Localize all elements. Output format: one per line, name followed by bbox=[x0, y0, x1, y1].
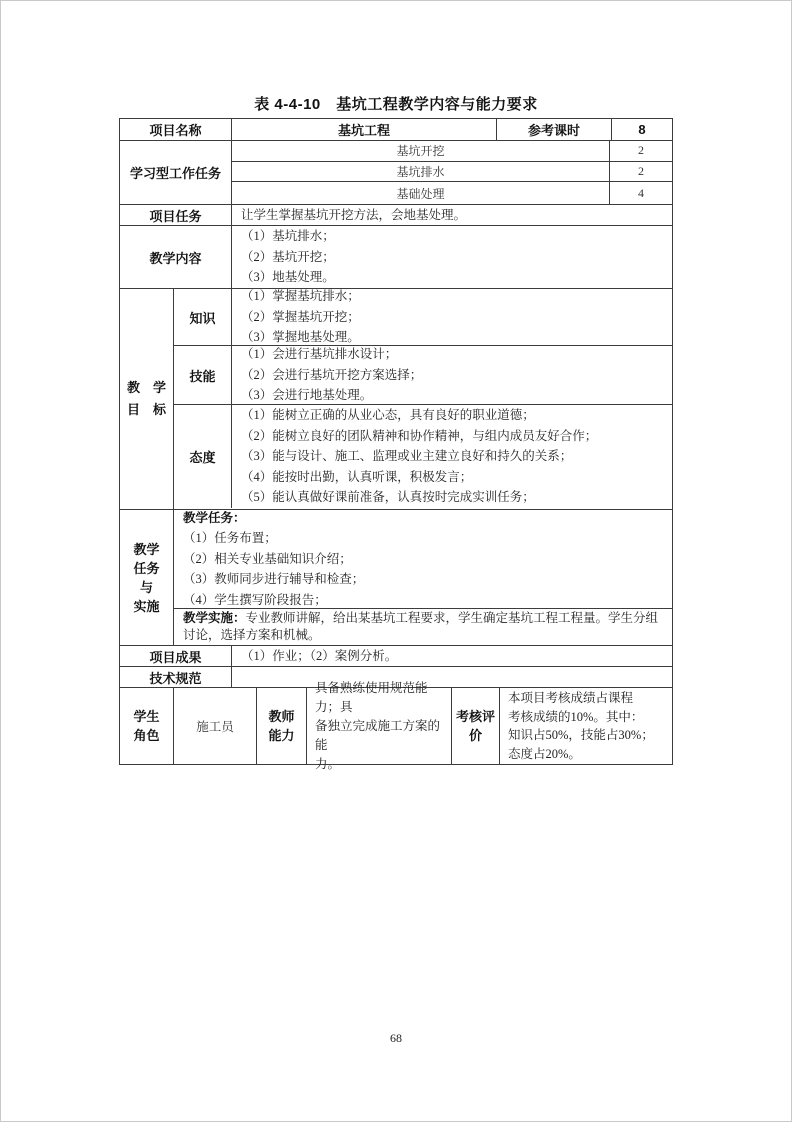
knowledge-line: （1）掌握基坑排水； bbox=[241, 289, 360, 304]
teacher-ability-label: 教师 能力 bbox=[257, 688, 307, 764]
teaching-content-label: 教学内容 bbox=[120, 226, 232, 288]
objectives-label: 教 学 目 标 bbox=[120, 289, 174, 509]
attitude-line: （1）能树立正确的从业心态，具有良好的职业道德； bbox=[241, 408, 535, 423]
teaching-plan-table bbox=[119, 118, 673, 771]
table-row bbox=[120, 646, 672, 667]
teaching-implementation-heading: 教学实施： bbox=[183, 610, 246, 625]
reference-hours-label: 参考课时 bbox=[497, 119, 612, 140]
attitude-label: 态度 bbox=[174, 405, 232, 508]
teaching-content-list bbox=[232, 226, 672, 288]
student-role-value: 施工员 bbox=[174, 688, 257, 764]
objectives-knowledge-row bbox=[174, 289, 672, 346]
assessment-label: 考核评 价 bbox=[452, 688, 500, 764]
skill-label: 技能 bbox=[174, 346, 232, 404]
standards-label: 技术规范 bbox=[120, 667, 232, 687]
table-row bbox=[120, 119, 672, 141]
skill-line: （3）会进行地基处理。 bbox=[241, 388, 373, 403]
work-task-hours: 2 bbox=[638, 164, 644, 178]
teaching-task-line: （4）学生撰写阶段报告； bbox=[183, 592, 327, 607]
outcome-label: 项目成果 bbox=[120, 646, 232, 666]
project-name-label: 项目名称 bbox=[120, 119, 232, 140]
knowledge-line: （3）掌握地基处理。 bbox=[241, 330, 360, 345]
work-task-row bbox=[232, 182, 672, 204]
work-task-name: 基础处理 bbox=[232, 182, 610, 204]
attitude-list bbox=[232, 405, 672, 508]
work-task-row bbox=[232, 162, 672, 183]
work-task-row bbox=[232, 141, 672, 162]
teaching-content-line: （3）地基处理。 bbox=[241, 270, 335, 285]
objectives-attitude-row bbox=[174, 405, 672, 508]
attitude-line: （3）能与设计、施工、监理或业主建立良好和持久的关系； bbox=[241, 449, 573, 464]
table-title: 表 4-4-10 基坑工程教学内容与能力要求 bbox=[254, 96, 538, 113]
work-task-hours: 4 bbox=[638, 185, 644, 200]
implementation-label: 教学 任务 与 实施 bbox=[120, 510, 174, 645]
knowledge-list bbox=[232, 289, 672, 345]
page-number: 68 bbox=[390, 1031, 402, 1045]
teacher-ability-value: 具备熟练使用规范能力；具 备独立完成施工方案的能 力。 bbox=[307, 688, 452, 764]
project-task-content: 让学生掌握基坑开挖方法，会地基处理。 bbox=[241, 207, 467, 222]
skill-list bbox=[232, 346, 672, 404]
objectives-skill-row bbox=[174, 346, 672, 405]
skill-line: （1）会进行基坑排水设计； bbox=[241, 347, 398, 362]
work-task-name: 基坑开挖 bbox=[232, 141, 610, 161]
teaching-content-line: （2）基坑开挖； bbox=[241, 249, 335, 264]
teaching-task-line: （3）教师同步进行辅导和检查； bbox=[183, 572, 365, 587]
table-row bbox=[120, 289, 672, 510]
table-row bbox=[120, 205, 672, 226]
project-task-label: 项目任务 bbox=[120, 205, 232, 225]
teaching-tasks-block bbox=[174, 510, 672, 609]
work-task-name: 基坑排水 bbox=[232, 162, 610, 182]
knowledge-line: （2）掌握基坑开挖； bbox=[241, 309, 360, 324]
attitude-line: （2）能树立良好的团队精神和协作精神，与组内成员友好合作； bbox=[241, 428, 598, 443]
work-task-hours: 2 bbox=[638, 143, 644, 158]
table-row bbox=[120, 141, 672, 205]
work-tasks-label: 学习型工作任务 bbox=[120, 141, 232, 204]
project-name-value: 基坑工程 bbox=[232, 119, 497, 140]
teaching-tasks-heading: 教学任务： bbox=[183, 510, 246, 525]
teaching-implementation-block bbox=[174, 609, 672, 645]
knowledge-label: 知识 bbox=[174, 289, 232, 345]
teaching-task-line: （1）任务布置； bbox=[183, 531, 277, 546]
teaching-implementation-text: 专业教师讲解，给出某基坑工程要求，学生确定基坑工程工程量。学生分组讨论，选择方案和机械。 bbox=[183, 610, 659, 642]
table-row bbox=[120, 226, 672, 289]
standards-content bbox=[232, 667, 672, 687]
teaching-task-line: （2）相关专业基础知识介绍； bbox=[183, 551, 352, 566]
attitude-line: （4）能按时出勤，认真听课，积极发言； bbox=[241, 469, 473, 484]
teaching-content-line: （1）基坑排水； bbox=[241, 229, 335, 244]
attitude-line: （5）能认真做好课前准备，认真按时完成实训任务； bbox=[241, 490, 535, 505]
skill-line: （2）会进行基坑开挖方案选择； bbox=[241, 367, 423, 382]
assessment-value: 本项目考核成绩占课程 考核成绩的10%。其中： 知识占50%，技能占30%； 态度占20%。 bbox=[508, 691, 654, 761]
reference-hours-total: 8 bbox=[638, 122, 646, 137]
table-row bbox=[120, 680, 672, 771]
student-role-label: 学生 角色 bbox=[120, 688, 174, 764]
table-row bbox=[120, 510, 672, 646]
outcome-content: （1）作业；（2）案例分析。 bbox=[241, 648, 398, 663]
